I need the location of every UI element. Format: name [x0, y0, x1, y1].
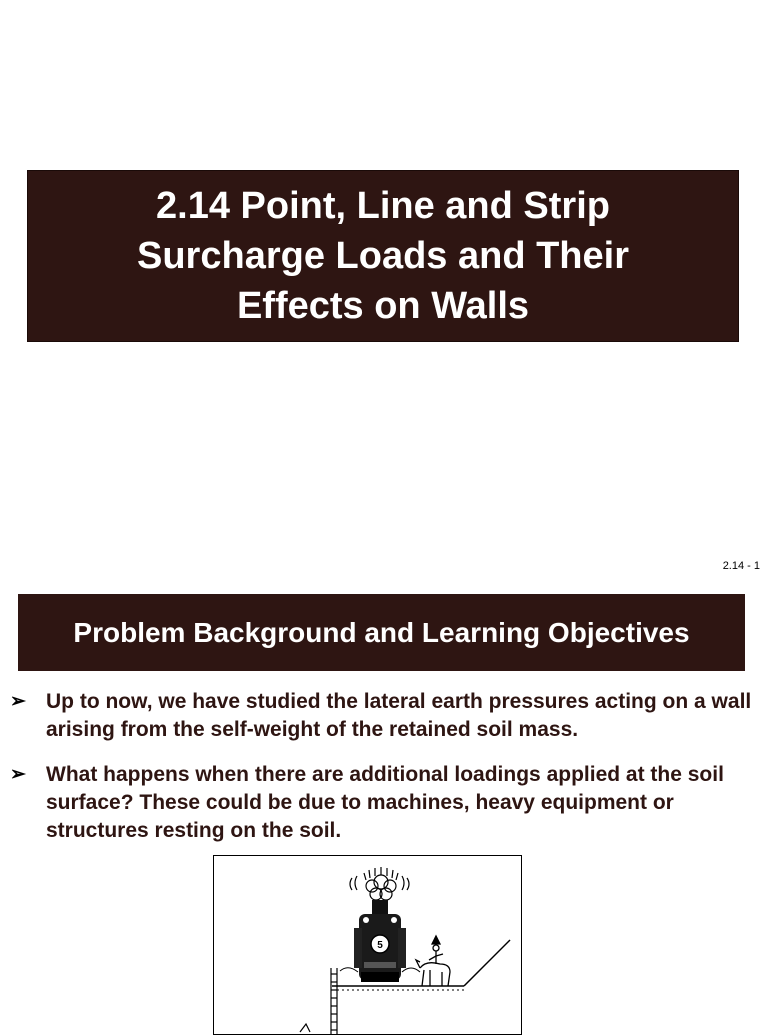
- rider-icon: [416, 936, 450, 986]
- bullet-item: [10, 761, 758, 845]
- slide-title-box: [27, 170, 739, 342]
- locomotive-cartoon-drawing: [214, 856, 521, 1034]
- arrow-bullet-icon: ➢: [10, 764, 26, 785]
- page-number: 2.14 - 1: [722, 560, 760, 572]
- slide-title: [137, 181, 629, 331]
- slide-title-line-3: Effects on Walls: [236, 285, 530, 327]
- locomotive-icon: [340, 900, 420, 982]
- retaining-wall-icon: [300, 968, 337, 1034]
- bullet-text: What happens when there are additional loadings applied at the soil surface? These could be due to machines, heavy equipment or structures resting on the soil.: [46, 763, 724, 842]
- section-header-title: Problem Background and Learning Objectives: [73, 616, 690, 648]
- slide-title-line-1: 2.14 Point, Line and Strip: [156, 185, 610, 227]
- bullet-item: [10, 688, 758, 744]
- bullet-list: [10, 688, 758, 862]
- locomotive-number: 5: [377, 940, 383, 951]
- slide-title-line-2: Surcharge Loads and Their: [137, 235, 629, 277]
- steam-icon: [350, 867, 409, 900]
- section-header: [18, 594, 745, 671]
- bullet-text: Up to now, we have studied the lateral earth pressures acting on a wall arising from the self-weight of the retained soil mass.: [46, 690, 752, 741]
- surcharge-illustration: [213, 855, 522, 1035]
- arrow-bullet-icon: ➢: [10, 691, 26, 712]
